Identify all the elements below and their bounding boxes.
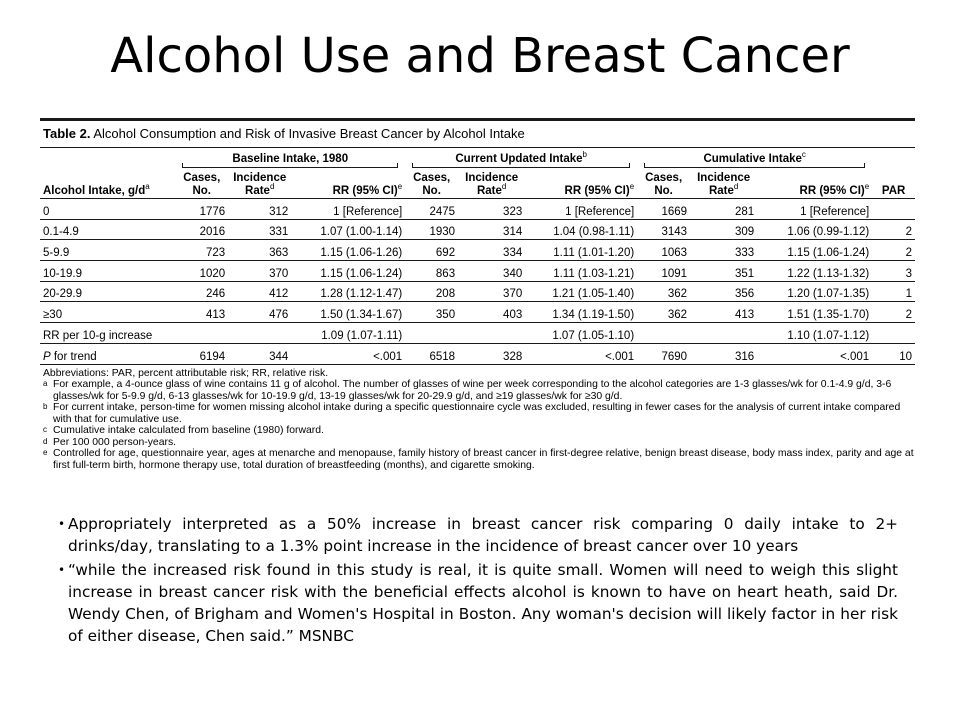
footnote-text: Cumulative intake calculated from baseline (1980) forward. (53, 425, 324, 436)
cell-rr-cumulative: 1.15 (1.06-1.24) (757, 240, 872, 261)
cell-incidence-current (458, 323, 525, 344)
table-row (40, 219, 915, 240)
cell-rr-baseline: 1.50 (1.34-1.67) (291, 302, 405, 323)
cell-rr-current: <.001 (525, 343, 637, 364)
cell-rr-current: 1.04 (0.98-1.11) (525, 219, 637, 240)
cell-rr-baseline: 1.28 (1.12-1.47) (291, 281, 405, 302)
cell-incidence-current: 340 (458, 261, 525, 282)
cell-incidence-cumulative: 356 (690, 281, 757, 302)
cell-rr-cumulative: <.001 (757, 343, 872, 364)
cell-cases-current: 863 (405, 261, 458, 282)
cell-intake: 0 (40, 199, 175, 220)
cell-cases-baseline: 6194 (175, 343, 228, 364)
cell-par: 3 (872, 261, 915, 282)
cell-cases-baseline: 246 (175, 281, 228, 302)
cell-cases-current: 350 (405, 302, 458, 323)
cell-incidence-current: 314 (458, 219, 525, 240)
header-incidence: Incidence Rate$^d$ (228, 168, 291, 199)
footnote-text: For current intake, person-time for women missing alcohol intake during a specific questionnaire cycle was excluded, resulting in fewer cases for the analysis of current intake compared with that for cumulative use. (53, 402, 901, 425)
data-table (40, 148, 915, 365)
cell-rr-cumulative: 1 [Reference] (757, 199, 872, 220)
cell-cases-cumulative: 362 (637, 281, 690, 302)
footnote (43, 368, 915, 380)
footnote-mark: b (43, 402, 48, 411)
cell-incidence-cumulative: 316 (690, 343, 757, 364)
footnote (43, 425, 915, 437)
cell-cases-baseline: 413 (175, 302, 228, 323)
table-caption (40, 121, 915, 147)
footnote-mark: c (43, 425, 47, 434)
footnote-text: Per 100 000 person-years. (53, 436, 177, 448)
header-incidence: Incidence Rate$^d$ (458, 168, 525, 199)
cell-cases-baseline: 1020 (175, 261, 228, 282)
cell-incidence-cumulative: 333 (690, 240, 757, 261)
cell-rr-cumulative: 1.06 (0.99-1.12) (757, 219, 872, 240)
cell-rr-baseline: <.001 (291, 343, 405, 364)
cell-cases-current: 208 (405, 281, 458, 302)
cell-cases-cumulative: 7690 (637, 343, 690, 364)
cell-par: 1 (872, 281, 915, 302)
table-body (40, 199, 915, 365)
cell-rr-cumulative: 1.22 (1.13-1.32) (757, 261, 872, 282)
table-row (40, 343, 915, 364)
group-current: Current Updated Intake$^b$ (405, 148, 637, 168)
cell-rr-current: 1.07 (1.05-1.10) (525, 323, 637, 344)
table-footnotes (40, 365, 915, 472)
cell-par (872, 199, 915, 220)
cell-incidence-current: 328 (458, 343, 525, 364)
cell-incidence-baseline: 331 (228, 219, 291, 240)
cell-par (872, 323, 915, 344)
footnote (43, 448, 915, 471)
footnote-text: For example, a 4-ounce glass of wine contains 11 g of alcohol. The number of glasses of wine per week corresponding to the alcohol categories are 1-3 glasses/wk for 0.1-4.9 g/d, 3-6 glasses/wk for 5-9.9 g/d, 6-13 glasses/wk for 10-19.9 g/d, 13-19 glasses/wk for 20-29.9 g/d, and ≥19 glasses/wk for ≥30 g/d. (53, 379, 892, 402)
cell-cases-current: 6518 (405, 343, 458, 364)
cell-intake: P for trend (40, 343, 175, 364)
cell-incidence-baseline: 344 (228, 343, 291, 364)
cell-cases-baseline: 1776 (175, 199, 228, 220)
footnote-text: Controlled for age, questionnaire year, ages at menarche and menopause, family history of breast cancer in first-degree relative, benign breast disease, body mass index, parity and age at first full-term birth, hormone therapy use, total duration of breastfeeding (months), and cigarette smoking. (53, 448, 914, 471)
cell-rr-cumulative: 1.10 (1.07-1.12) (757, 323, 872, 344)
footnote (43, 379, 915, 402)
bullet-text: Appropriately interpreted as a 50% increase in breast cancer risk comparing 0 daily intake to 2+ drinks/day, translating to a 1.3% point increase in the incidence of breast cancer over 10 years (68, 515, 898, 555)
cell-incidence-baseline: 363 (228, 240, 291, 261)
table-row (40, 281, 915, 302)
cell-incidence-current: 323 (458, 199, 525, 220)
bullet-dot-icon: • (58, 563, 66, 577)
cell-incidence-cumulative: 281 (690, 199, 757, 220)
cell-rr-baseline: 1.15 (1.06-1.26) (291, 240, 405, 261)
cell-intake: 10-19.9 (40, 261, 175, 282)
cell-incidence-baseline: 312 (228, 199, 291, 220)
cell-cases-cumulative (637, 323, 690, 344)
cell-cases-current: 1930 (405, 219, 458, 240)
group-header-row (40, 148, 915, 168)
cell-rr-current: 1.11 (1.03-1.21) (525, 261, 637, 282)
cell-cases-baseline: 2016 (175, 219, 228, 240)
bullet-list (58, 513, 898, 649)
cell-cases-cumulative: 1669 (637, 199, 690, 220)
cell-cases-cumulative: 1063 (637, 240, 690, 261)
cell-rr-cumulative: 1.51 (1.35-1.70) (757, 302, 872, 323)
cell-incidence-baseline: 370 (228, 261, 291, 282)
table-caption-text: Alcohol Consumption and Risk of Invasive Breast Cancer by Alcohol Intake (90, 126, 525, 141)
header-cases: Cases, No. (175, 168, 228, 199)
cell-par: 10 (872, 343, 915, 364)
cell-rr-baseline: 1.07 (1.00-1.14) (291, 219, 405, 240)
cell-par: 2 (872, 240, 915, 261)
cell-incidence-cumulative: 309 (690, 219, 757, 240)
cell-rr-baseline: 1.09 (1.07-1.11) (291, 323, 405, 344)
cell-cases-current (405, 323, 458, 344)
cell-rr-current: 1.34 (1.19-1.50) (525, 302, 637, 323)
header-cases: Cases, No. (637, 168, 690, 199)
footnote (43, 437, 915, 449)
cell-intake: 0.1-4.9 (40, 219, 175, 240)
table-row (40, 199, 915, 220)
table-caption-label: Table 2. (43, 126, 91, 141)
cell-incidence-baseline: 476 (228, 302, 291, 323)
table-row (40, 302, 915, 323)
cell-cases-cumulative: 362 (637, 302, 690, 323)
footnote-mark: e (43, 448, 48, 457)
cell-incidence-current: 403 (458, 302, 525, 323)
cell-rr-current: 1.11 (1.01-1.20) (525, 240, 637, 261)
header-par: PAR (872, 168, 915, 199)
cell-cases-current: 2475 (405, 199, 458, 220)
column-header-row (40, 168, 915, 199)
footnote-mark: a (43, 379, 48, 388)
cell-par: 2 (872, 219, 915, 240)
footnote (43, 402, 915, 425)
bullet-dot-icon: • (58, 517, 66, 531)
bullet-text: “while the increased risk found in this study is real, it is quite small. Women will need to weigh this slight increase in breast cancer risk with the beneficial effects alcohol is known to have on heart heath, said Dr. Wendy Chen, of Brigham and Women's Hospital in Boston. Any woman's decision will likely factor in her risk of either disease, Chen said.” MSNBC (68, 561, 898, 645)
header-rr: RR (95% CI)$^e$ (291, 168, 405, 199)
cell-intake: RR per 10-g increase (40, 323, 175, 344)
group-baseline: Baseline Intake, 1980 (175, 148, 405, 168)
footnote-mark: d (43, 436, 48, 446)
cell-rr-baseline: 1 [Reference] (291, 199, 405, 220)
cell-incidence-current: 334 (458, 240, 525, 261)
cell-cases-baseline (175, 323, 228, 344)
cell-cases-baseline: 723 (175, 240, 228, 261)
cell-cases-cumulative: 1091 (637, 261, 690, 282)
header-rr: RR (95% CI)$^e$ (525, 168, 637, 199)
cell-incidence-cumulative: 351 (690, 261, 757, 282)
header-rr: RR (95% CI)$^e$ (757, 168, 872, 199)
cell-incidence-baseline (228, 323, 291, 344)
table-row (40, 261, 915, 282)
table-figure (40, 118, 915, 471)
cell-incidence-cumulative (690, 323, 757, 344)
cell-intake: ≥30 (40, 302, 175, 323)
bullet-item (58, 559, 898, 647)
cell-incidence-baseline: 412 (228, 281, 291, 302)
header-intake: Alcohol Intake, $g/d^a$ (40, 168, 175, 199)
cell-par: 2 (872, 302, 915, 323)
cell-incidence-current: 370 (458, 281, 525, 302)
cell-cases-cumulative: 3143 (637, 219, 690, 240)
bullet-item (58, 513, 898, 557)
cell-rr-current: 1.21 (1.05-1.40) (525, 281, 637, 302)
group-cumulative: Cumulative Intake$^c$ (637, 148, 872, 168)
footnote-text: Abbreviations: PAR, percent attributable risk; RR, relative risk. (43, 367, 329, 379)
header-cases: Cases, No. (405, 168, 458, 199)
table-row (40, 323, 915, 344)
cell-incidence-cumulative: 413 (690, 302, 757, 323)
cell-intake: 5-9.9 (40, 240, 175, 261)
cell-cases-current: 692 (405, 240, 458, 261)
header-incidence: Incidence Rate$^d$ (690, 168, 757, 199)
slide-title: Alcohol Use and Breast Cancer (110, 28, 850, 84)
cell-intake: 20-29.9 (40, 281, 175, 302)
cell-rr-cumulative: 1.20 (1.07-1.35) (757, 281, 872, 302)
cell-rr-current: 1 [Reference] (525, 199, 637, 220)
cell-rr-baseline: 1.15 (1.06-1.24) (291, 261, 405, 282)
table-row (40, 240, 915, 261)
